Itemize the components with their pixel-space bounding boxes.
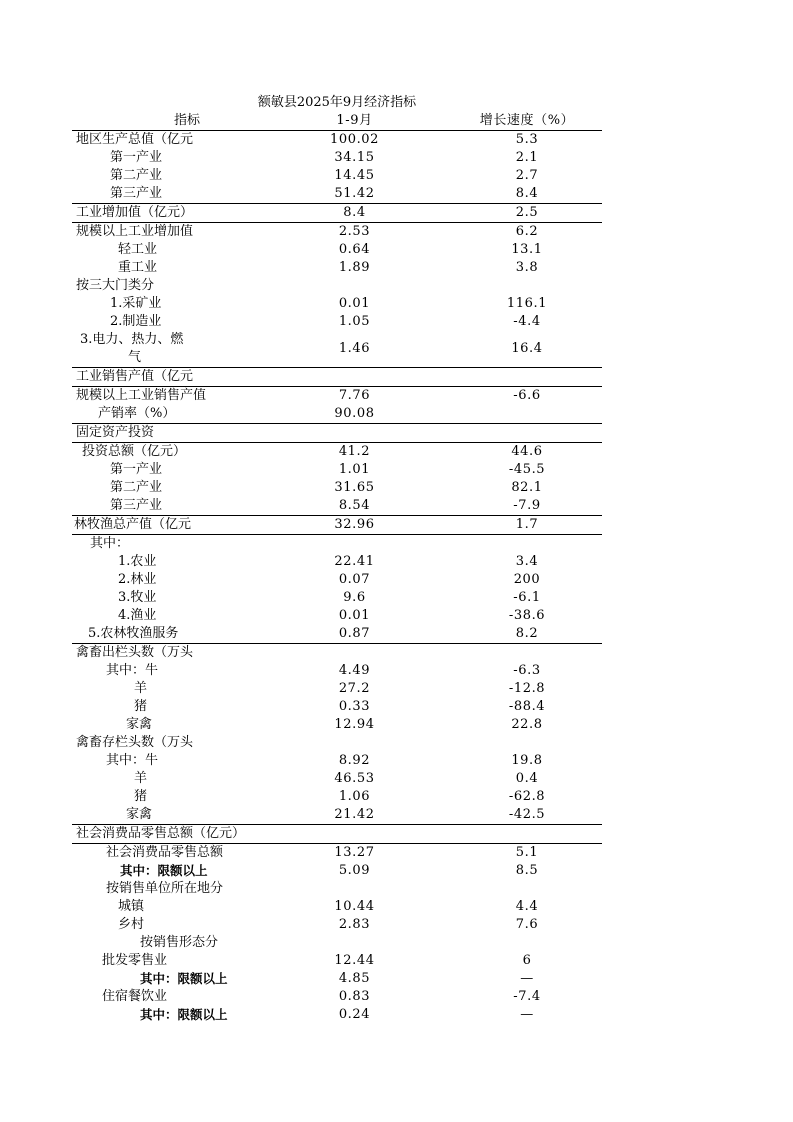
growth-rate: -4.4 [513, 314, 541, 329]
indicator-name [72, 277, 302, 295]
indicator-name-text: 投资总额（亿元） [82, 444, 187, 459]
indicator-name [72, 167, 302, 185]
indicator-name-text: 2.林业 [118, 572, 157, 587]
indicator-name-text: 规模以上工业增加值 [76, 224, 194, 239]
table-row [72, 571, 602, 589]
indicator-name-text: 批发零售业 [102, 953, 168, 968]
period-value: 2.53 [338, 224, 371, 239]
period-value: 0.87 [338, 626, 371, 641]
period-value: 51.42 [334, 186, 375, 201]
period-value [302, 825, 407, 843]
growth-rate: 8.2 [515, 626, 539, 641]
growth-rate: -42.5 [508, 807, 546, 822]
growth-rate: 5.3 [515, 132, 539, 147]
period-value: 1.46 [338, 341, 371, 356]
table-row [72, 880, 602, 898]
indicator-name-text: 其中：牛 [106, 753, 159, 768]
indicator-name-text: 社会消费品零售总额 [106, 845, 224, 860]
indicator-name [72, 934, 302, 952]
indicator-name [72, 988, 302, 1006]
indicator-name-text: 第二产业 [110, 168, 163, 183]
indicator-name [72, 734, 302, 752]
growth-rate: 8.5 [515, 863, 539, 878]
table-row [72, 241, 602, 259]
growth-rate: 0.4 [515, 771, 539, 786]
table-row [72, 534, 602, 553]
indicator-name [72, 443, 302, 461]
growth-rate: 13.1 [511, 242, 543, 257]
period-value: 32.96 [334, 517, 375, 532]
period-value: 5.09 [338, 863, 371, 878]
indicator-name [72, 589, 302, 607]
period-value: 1.06 [338, 789, 371, 804]
period-value: 0.64 [338, 242, 371, 257]
indicator-name-text: 固定资产投资 [76, 425, 155, 440]
indicator-name-text: 5.农林牧渔服务 [88, 626, 179, 641]
table-row [72, 662, 602, 680]
indicator-name [72, 716, 302, 734]
growth-rate: -62.8 [508, 789, 546, 804]
indicator-name [72, 788, 302, 806]
growth-rate: 8.4 [515, 186, 539, 201]
growth-rate [452, 277, 602, 295]
indicator-name-text: 第二产业 [110, 480, 163, 495]
period-value: 13.27 [334, 845, 375, 860]
indicator-name-text: 3.牧业 [118, 590, 157, 605]
table-row [72, 259, 602, 277]
period-value: 22.41 [334, 554, 375, 569]
period-value: 8.92 [338, 753, 371, 768]
growth-rate: 7.6 [515, 917, 539, 932]
growth-rate [452, 535, 602, 553]
period-value: 14.45 [334, 168, 375, 183]
indicator-name-text: 1.农业 [118, 554, 157, 569]
table-row [72, 423, 602, 442]
indicator-name-text: 乡村 [118, 917, 145, 932]
indicator-name [72, 497, 302, 515]
indicator-name [72, 295, 302, 313]
table-row [72, 386, 602, 405]
growth-rate [452, 405, 602, 423]
indicator-name-text: 地区生产总值（亿元 [76, 132, 194, 147]
growth-rate: 6 [522, 953, 532, 968]
indicator-name-text: 其中：限额以上 [140, 1007, 228, 1022]
growth-rate [452, 424, 602, 442]
table-row [72, 515, 602, 534]
period-value [302, 424, 407, 442]
indicator-name [72, 241, 302, 259]
indicator-name-text: 其中：牛 [106, 663, 159, 678]
table-row [72, 367, 602, 386]
indicator-name [72, 862, 302, 880]
table-row [72, 167, 602, 185]
period-value: 31.65 [334, 480, 375, 495]
header-indicator: 指标 [173, 113, 200, 128]
growth-rate: -6.1 [513, 590, 541, 605]
table-row [72, 824, 602, 843]
indicator-name [72, 387, 302, 405]
indicator-name-text: 第三产业 [110, 186, 163, 201]
indicator-name-text: 羊 [134, 771, 148, 786]
period-value: 0.83 [338, 989, 371, 1004]
indicator-name-text: 按销售形态分 [140, 935, 219, 950]
indicator-name [72, 806, 302, 824]
indicator-name-text: 工业增加值（亿元） [76, 205, 194, 220]
indicator-name [72, 331, 302, 367]
table-row [72, 898, 602, 916]
table-row [72, 752, 602, 770]
growth-rate [452, 368, 602, 386]
indicator-name-text: 第一产业 [110, 462, 163, 477]
table-row [72, 862, 602, 880]
indicator-name-text: 3.电力、热力、燃 [80, 332, 184, 347]
indicator-name [72, 644, 302, 662]
indicator-name [72, 952, 302, 970]
growth-rate: 1.7 [515, 517, 539, 532]
indicator-name [72, 479, 302, 497]
indicator-name-text: 社会消费品零售总额（亿元） [76, 826, 246, 841]
table-row [72, 203, 602, 222]
table-row [72, 806, 602, 824]
table-row [72, 698, 602, 716]
growth-rate: 82.1 [511, 480, 543, 495]
period-value: 7.76 [338, 388, 371, 403]
indicator-name [72, 535, 302, 553]
period-value: 1.01 [338, 462, 371, 477]
indicator-name-text: 禽畜存栏头数（万头 [76, 735, 194, 750]
indicator-name-text: 按销售单位所在地分 [106, 881, 224, 896]
indicator-name-text: 第一产业 [110, 150, 163, 165]
table-row [72, 497, 602, 515]
growth-rate [452, 825, 602, 843]
indicator-name [72, 405, 302, 423]
growth-rate: -6.3 [513, 663, 541, 678]
table-row [72, 607, 602, 625]
table-row [72, 405, 602, 423]
indicator-name [72, 461, 302, 479]
indicator-name [72, 553, 302, 571]
indicator-name [72, 313, 302, 331]
indicator-name-text: 羊 [134, 681, 148, 696]
indicator-name [72, 259, 302, 277]
table-body [72, 130, 602, 1024]
indicator-name-text: 其中： [90, 536, 130, 551]
table-row [72, 553, 602, 571]
period-value: 100.02 [329, 132, 380, 147]
indicator-name-text: 林牧渔总产值（亿元 [74, 517, 192, 532]
growth-rate: 116.1 [506, 296, 548, 311]
period-value: 21.42 [334, 807, 375, 822]
period-value [302, 734, 407, 752]
period-value [302, 934, 407, 952]
growth-rate: 6.2 [515, 224, 539, 239]
table-row [72, 461, 602, 479]
table-row [72, 988, 602, 1006]
growth-rate [452, 934, 602, 952]
indicator-name [72, 131, 302, 149]
indicator-name-text: 禽畜出栏头数（万头 [76, 645, 194, 660]
growth-rate: 3.8 [515, 260, 539, 275]
growth-rate: — [520, 971, 534, 986]
period-value [302, 880, 407, 898]
indicator-name [72, 149, 302, 167]
growth-rate: — [520, 1007, 534, 1022]
indicator-name-text: 按三大门类分 [76, 278, 155, 293]
period-value: 2.83 [338, 917, 371, 932]
indicator-name [72, 752, 302, 770]
growth-rate: 2.1 [515, 150, 539, 165]
growth-rate: -88.4 [508, 699, 546, 714]
indicator-name [72, 424, 302, 442]
table-row [72, 149, 602, 167]
indicator-name-text: 住宿餐饮业 [102, 989, 168, 1004]
indicator-name-text: 其中：限额以上 [140, 971, 228, 986]
table-row [72, 734, 602, 752]
indicator-name-text: 家禽 [126, 717, 153, 732]
indicator-name [72, 770, 302, 788]
indicator-name-text: 猪 [134, 699, 148, 714]
table-row [72, 970, 602, 988]
indicator-name-text: 重工业 [118, 260, 158, 275]
table-row [72, 843, 602, 862]
table-row [72, 916, 602, 934]
period-value: 0.07 [338, 572, 371, 587]
indicator-name [72, 825, 302, 843]
indicator-name-text: 第三产业 [110, 498, 163, 513]
growth-rate: -45.5 [508, 462, 546, 477]
table-row [72, 625, 602, 643]
growth-rate: -7.9 [513, 498, 541, 513]
indicator-name [72, 898, 302, 916]
header-growth: 增长速度（%） [479, 113, 575, 128]
period-value: 8.54 [338, 498, 371, 513]
growth-rate: 44.6 [511, 444, 543, 459]
table-row [72, 716, 602, 734]
growth-rate: -7.4 [513, 989, 541, 1004]
indicator-name-text: 其中：限额以上 [120, 863, 208, 878]
period-value: 41.2 [338, 444, 371, 459]
growth-rate: -38.6 [508, 608, 546, 623]
indicator-name-continuation: 气 [128, 350, 142, 365]
table-row [72, 1006, 602, 1024]
growth-rate [452, 734, 602, 752]
table-header-row [72, 112, 602, 130]
indicator-name-text: 轻工业 [118, 242, 158, 257]
growth-rate: 4.4 [515, 899, 539, 914]
period-value: 1.05 [338, 314, 371, 329]
indicator-name [72, 880, 302, 898]
growth-rate: 16.4 [511, 341, 543, 356]
growth-rate: 200 [513, 572, 541, 587]
table-row [72, 222, 602, 241]
period-value: 0.33 [338, 699, 371, 714]
table-row [72, 130, 602, 149]
table-row [72, 952, 602, 970]
indicator-name [72, 625, 302, 643]
indicator-name [72, 185, 302, 203]
indicator-name [72, 516, 302, 534]
growth-rate: -12.8 [508, 681, 546, 696]
period-value: 10.44 [334, 899, 375, 914]
period-value: 12.44 [334, 953, 375, 968]
indicator-name [72, 368, 302, 386]
period-value: 90.08 [334, 406, 375, 421]
economic-indicators-table [72, 112, 602, 1024]
indicator-name [72, 844, 302, 862]
period-value: 1.89 [338, 260, 371, 275]
indicator-name-text: 产销率（%） [98, 406, 176, 421]
growth-rate: 2.5 [515, 205, 539, 220]
table-row [72, 680, 602, 698]
indicator-name [72, 571, 302, 589]
indicator-name [72, 204, 302, 222]
table-row [72, 788, 602, 806]
table-row [72, 313, 602, 331]
indicator-name [72, 662, 302, 680]
indicator-name [72, 607, 302, 625]
period-value [302, 535, 407, 553]
period-value: 4.49 [338, 663, 371, 678]
table-row [72, 589, 602, 607]
table-title: 额敏县2025年9月经济指标 [257, 95, 417, 110]
indicator-name-text: 猪 [134, 789, 148, 804]
period-value: 0.01 [338, 296, 371, 311]
header-period: 1-9月 [336, 113, 373, 128]
growth-rate [452, 644, 602, 662]
growth-rate: 19.8 [511, 753, 543, 768]
indicator-name-text: 家禽 [126, 807, 153, 822]
period-value [302, 277, 407, 295]
period-value: 0.01 [338, 608, 371, 623]
period-value: 34.15 [334, 150, 375, 165]
indicator-name-text: 规模以上工业销售产值 [76, 388, 207, 403]
indicator-name-text: 4.渔业 [118, 608, 157, 623]
period-value: 8.4 [343, 205, 366, 220]
indicator-name [72, 916, 302, 934]
growth-rate: 5.1 [515, 845, 539, 860]
indicator-name-text: 2.制造业 [110, 314, 162, 329]
growth-rate: -6.6 [513, 388, 541, 403]
table-row [72, 770, 602, 788]
table-row [72, 331, 602, 367]
table-row [72, 295, 602, 313]
indicator-name [72, 223, 302, 241]
period-value [302, 644, 407, 662]
indicator-name [72, 970, 302, 988]
period-value: 46.53 [334, 771, 375, 786]
table-row [72, 185, 602, 203]
period-value: 4.85 [338, 971, 371, 986]
period-value: 9.6 [343, 590, 366, 605]
indicator-name-text: 城镇 [118, 899, 145, 914]
indicator-name-text: 工业销售产值（亿元 [76, 369, 194, 384]
growth-rate: 2.7 [515, 168, 539, 183]
indicator-name [72, 1006, 302, 1024]
period-value: 0.24 [338, 1007, 371, 1022]
table-row [72, 934, 602, 952]
growth-rate: 3.4 [515, 554, 539, 569]
growth-rate: 22.8 [511, 717, 543, 732]
period-value: 27.2 [338, 681, 371, 696]
indicator-name [72, 680, 302, 698]
indicator-name [72, 698, 302, 716]
table-row [72, 479, 602, 497]
table-row [72, 643, 602, 662]
growth-rate [452, 880, 602, 898]
table-row [72, 277, 602, 295]
indicator-name-text: 1.采矿业 [110, 296, 162, 311]
period-value: 12.94 [334, 717, 375, 732]
period-value [302, 368, 407, 386]
table-row [72, 442, 602, 461]
